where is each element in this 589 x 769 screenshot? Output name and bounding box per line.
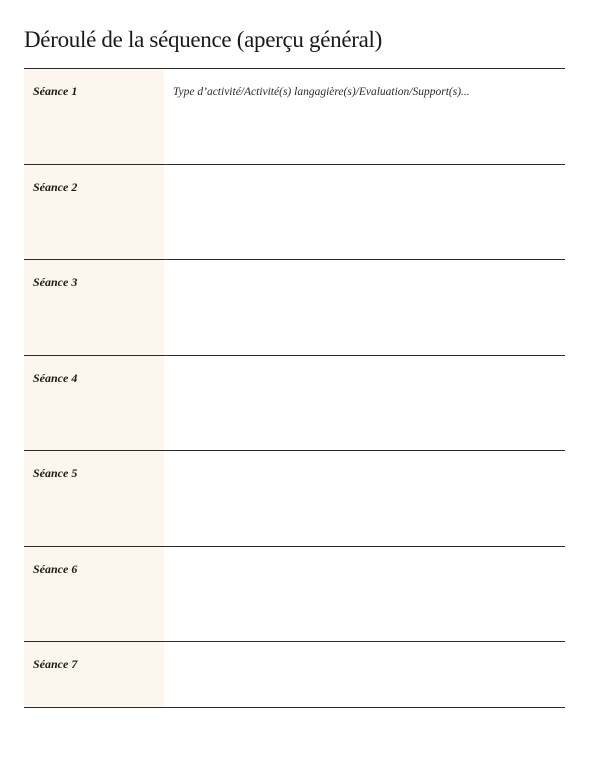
session-label: Séance 2 xyxy=(33,179,78,194)
session-content-cell[interactable] xyxy=(164,642,565,707)
session-label-cell xyxy=(24,642,164,707)
session-label-cell xyxy=(24,260,164,355)
session-content-cell[interactable] xyxy=(164,547,565,642)
session-label: Séance 3 xyxy=(33,275,78,289)
session-content-cell[interactable] xyxy=(164,356,565,451)
session-content-cell[interactable] xyxy=(164,165,565,260)
session-label: Séance 7 xyxy=(33,657,78,671)
session-content-cell[interactable] xyxy=(164,69,565,164)
session-label: Séance 1 xyxy=(33,84,78,98)
session-label-cell xyxy=(24,356,164,451)
session-label-cell xyxy=(24,547,164,642)
session-table xyxy=(24,68,565,708)
session-label-cell xyxy=(24,451,164,546)
page-title: Déroulé de la séquence (aperçu général) xyxy=(24,27,382,52)
session-row-1 xyxy=(24,69,565,165)
session-label-cell xyxy=(24,165,164,260)
session-row-5 xyxy=(24,451,565,547)
session-content-cell[interactable] xyxy=(164,451,565,546)
session-activity-hint: Type d’activité/Activité(s) langagière(s)/Evaluation/Support(s)... xyxy=(173,86,470,98)
session-row-3 xyxy=(24,260,565,356)
session-row-6 xyxy=(24,547,565,643)
session-row-2 xyxy=(24,165,565,261)
session-content-cell[interactable] xyxy=(164,260,565,355)
session-label: Séance 6 xyxy=(33,561,78,576)
session-row-4 xyxy=(24,356,565,452)
session-label: Séance 5 xyxy=(33,466,78,480)
session-label: Séance 4 xyxy=(33,370,78,385)
session-label-cell xyxy=(24,69,164,164)
session-row-7 xyxy=(24,642,565,708)
